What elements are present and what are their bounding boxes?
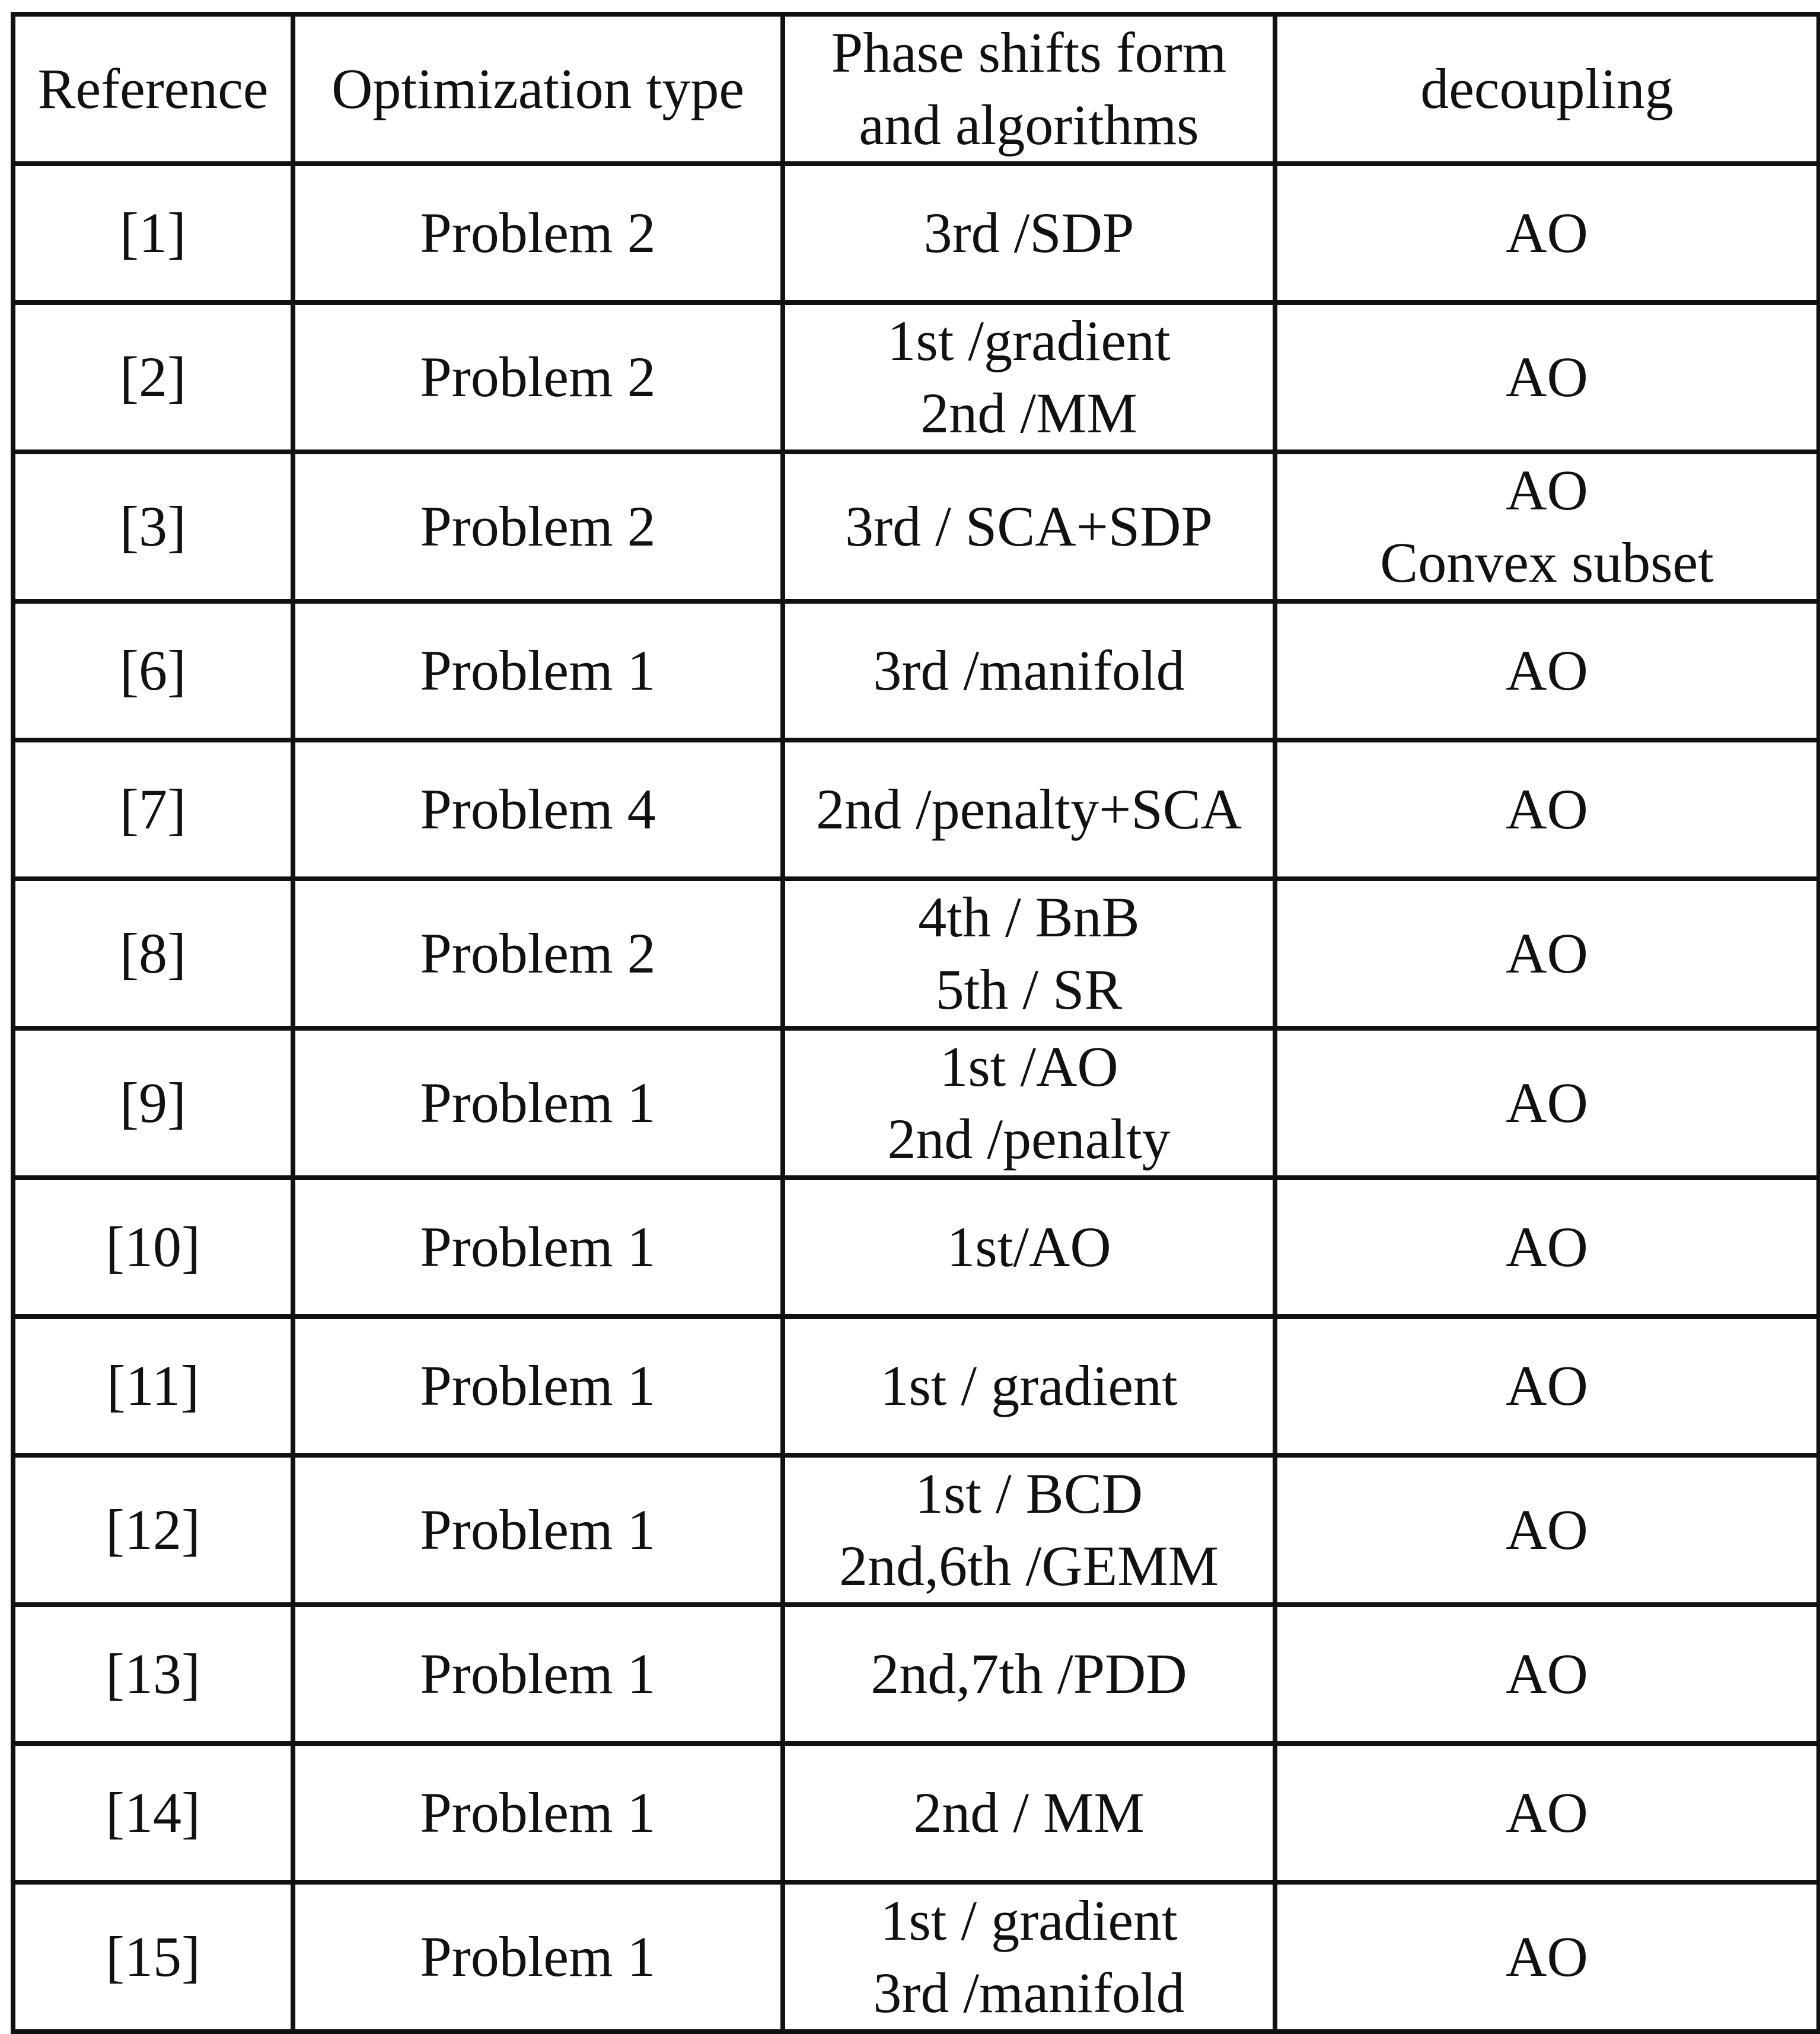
reference-text: [2] bbox=[120, 345, 186, 409]
decoupling-line: AO bbox=[1506, 1215, 1588, 1279]
decoupling-cell bbox=[1275, 740, 1819, 879]
decoupling-cell bbox=[1275, 601, 1819, 740]
algorithm-line: 2nd,6th /GEMM bbox=[839, 1534, 1219, 1598]
phase-shifts-algorithm-cell bbox=[783, 740, 1275, 879]
phase-shifts-algorithm-cell bbox=[783, 302, 1275, 452]
reference-text: [8] bbox=[120, 922, 186, 985]
reference-text: [10] bbox=[106, 1215, 200, 1279]
optimization-type-text: Problem 1 bbox=[420, 639, 656, 702]
reference-text: [6] bbox=[120, 639, 186, 702]
algorithm-line: 5th / SR bbox=[935, 958, 1123, 1021]
reference-cell bbox=[13, 1178, 293, 1316]
decoupling-line: AO bbox=[1506, 922, 1588, 985]
optimization-type-text: Problem 2 bbox=[420, 922, 656, 985]
algorithm-line: 3rd /manifold bbox=[873, 639, 1185, 702]
optimization-type-text: Problem 1 bbox=[420, 1498, 656, 1561]
algorithm-line: 2nd /MM bbox=[920, 381, 1137, 445]
reference-cell bbox=[13, 601, 293, 740]
header-cell-phase-shifts bbox=[783, 14, 1275, 164]
reference-text: [1] bbox=[120, 201, 186, 264]
reference-cell bbox=[13, 1605, 293, 1743]
optimization-type-text: Problem 2 bbox=[420, 345, 656, 409]
algorithm-line: 3rd /SDP bbox=[923, 201, 1134, 264]
decoupling-line: AO bbox=[1506, 1925, 1588, 1988]
algorithm-line: 3rd /manifold bbox=[873, 1961, 1185, 2025]
phase-shifts-algorithm-cell bbox=[783, 1316, 1275, 1455]
decoupling-cell bbox=[1275, 452, 1819, 601]
algorithm-line: 3rd / SCA+SDP bbox=[845, 495, 1213, 558]
decoupling-line: AO bbox=[1506, 458, 1588, 522]
reference-text: [15] bbox=[106, 1925, 200, 1988]
table-row bbox=[13, 452, 1819, 601]
algorithm-line: 2nd /penalty bbox=[887, 1107, 1171, 1171]
decoupling-line: AO bbox=[1506, 1781, 1588, 1844]
phase-shifts-algorithm-cell bbox=[783, 1028, 1275, 1178]
reference-cell bbox=[13, 452, 293, 601]
optimization-type-text: Problem 1 bbox=[420, 1071, 656, 1134]
phase-shifts-algorithm-cell bbox=[783, 164, 1275, 302]
table-row bbox=[13, 1455, 1819, 1605]
optimization-type-cell bbox=[293, 164, 783, 302]
decoupling-line: AO bbox=[1506, 1071, 1588, 1134]
decoupling-line: AO bbox=[1506, 639, 1588, 702]
reference-cell bbox=[13, 1316, 293, 1455]
optimization-type-text: Problem 1 bbox=[420, 1215, 656, 1279]
reference-text: [3] bbox=[120, 495, 186, 558]
phase-shifts-algorithm-cell bbox=[783, 1605, 1275, 1743]
decoupling-line: AO bbox=[1506, 777, 1588, 841]
reference-text: [12] bbox=[106, 1498, 200, 1561]
optimization-type-text: Problem 2 bbox=[420, 495, 656, 558]
phase-shifts-algorithm-cell bbox=[783, 1743, 1275, 1882]
algorithm-line: 4th / BnB bbox=[918, 885, 1140, 949]
algorithm-line: 2nd,7th /PDD bbox=[871, 1642, 1187, 1705]
table-row bbox=[13, 601, 1819, 740]
table-body bbox=[13, 164, 1819, 2032]
comparison-table bbox=[11, 12, 1820, 2034]
header-line: decoupling bbox=[1420, 57, 1674, 120]
decoupling-line: Convex subset bbox=[1380, 531, 1714, 594]
table-row bbox=[13, 1743, 1819, 1882]
decoupling-cell bbox=[1275, 302, 1819, 452]
optimization-type-text: Problem 2 bbox=[420, 201, 656, 264]
table-row bbox=[13, 1028, 1819, 1178]
header-line: Reference bbox=[37, 57, 269, 120]
reference-text: [11] bbox=[106, 1354, 200, 1417]
decoupling-cell bbox=[1275, 1316, 1819, 1455]
reference-cell bbox=[13, 1028, 293, 1178]
phase-shifts-algorithm-cell bbox=[783, 1178, 1275, 1316]
optimization-type-cell bbox=[293, 1455, 783, 1605]
table-row bbox=[13, 1882, 1819, 2032]
header-cell-reference bbox=[13, 14, 293, 164]
decoupling-cell bbox=[1275, 879, 1819, 1028]
reference-text: [9] bbox=[120, 1071, 186, 1134]
decoupling-cell bbox=[1275, 1028, 1819, 1178]
header-line: Optimization type bbox=[332, 57, 744, 120]
header-line: and algorithms bbox=[859, 93, 1199, 157]
optimization-type-cell bbox=[293, 1882, 783, 2032]
algorithm-line: 1st /AO bbox=[939, 1035, 1118, 1098]
algorithm-line: 1st / gradient bbox=[880, 1354, 1178, 1417]
optimization-type-text: Problem 1 bbox=[420, 1781, 656, 1844]
decoupling-line: AO bbox=[1506, 1642, 1588, 1705]
phase-shifts-algorithm-cell bbox=[783, 879, 1275, 1028]
decoupling-line: AO bbox=[1506, 1498, 1588, 1561]
optimization-type-cell bbox=[293, 1743, 783, 1882]
table-row bbox=[13, 1316, 1819, 1455]
reference-text: [13] bbox=[106, 1642, 200, 1705]
reference-cell bbox=[13, 1882, 293, 2032]
header-cell-optimization-type bbox=[293, 14, 783, 164]
algorithm-line: 2nd /penalty+SCA bbox=[815, 777, 1242, 841]
optimization-type-text: Problem 1 bbox=[420, 1925, 656, 1988]
table-row bbox=[13, 164, 1819, 302]
reference-text: [14] bbox=[106, 1781, 200, 1844]
optimization-type-cell bbox=[293, 1316, 783, 1455]
table-header-row bbox=[13, 14, 1819, 164]
optimization-type-text: Problem 1 bbox=[420, 1642, 656, 1705]
optimization-type-cell bbox=[293, 452, 783, 601]
table-row bbox=[13, 302, 1819, 452]
phase-shifts-algorithm-cell bbox=[783, 1882, 1275, 2032]
algorithm-line: 1st/AO bbox=[946, 1215, 1111, 1279]
decoupling-cell bbox=[1275, 1882, 1819, 2032]
table-row bbox=[13, 1605, 1819, 1743]
decoupling-cell bbox=[1275, 1455, 1819, 1605]
optimization-type-cell bbox=[293, 302, 783, 452]
algorithm-line: 1st / gradient bbox=[880, 1889, 1178, 1952]
decoupling-cell bbox=[1275, 1178, 1819, 1316]
phase-shifts-algorithm-cell bbox=[783, 601, 1275, 740]
optimization-type-cell bbox=[293, 740, 783, 879]
phase-shifts-algorithm-cell bbox=[783, 452, 1275, 601]
table-row bbox=[13, 740, 1819, 879]
algorithm-line: 1st /gradient bbox=[887, 309, 1171, 372]
decoupling-cell bbox=[1275, 1605, 1819, 1743]
table-row bbox=[13, 879, 1819, 1028]
optimization-type-cell bbox=[293, 1605, 783, 1743]
optimization-type-cell bbox=[293, 879, 783, 1028]
decoupling-cell bbox=[1275, 164, 1819, 302]
header-line: Phase shifts form bbox=[831, 21, 1227, 84]
header-cell-decoupling bbox=[1275, 14, 1819, 164]
reference-cell bbox=[13, 879, 293, 1028]
decoupling-line: AO bbox=[1506, 345, 1588, 409]
table-row bbox=[13, 1178, 1819, 1316]
reference-cell bbox=[13, 740, 293, 879]
reference-cell bbox=[13, 1743, 293, 1882]
phase-shifts-algorithm-cell bbox=[783, 1455, 1275, 1605]
decoupling-line: AO bbox=[1506, 1354, 1588, 1417]
reference-text: [7] bbox=[120, 777, 186, 841]
optimization-type-cell bbox=[293, 601, 783, 740]
optimization-type-cell bbox=[293, 1028, 783, 1178]
reference-cell bbox=[13, 1455, 293, 1605]
reference-cell bbox=[13, 164, 293, 302]
optimization-type-text: Problem 4 bbox=[420, 777, 656, 841]
algorithm-line: 1st / BCD bbox=[914, 1462, 1143, 1525]
algorithm-line: 2nd / MM bbox=[913, 1781, 1145, 1844]
reference-cell bbox=[13, 302, 293, 452]
optimization-type-cell bbox=[293, 1178, 783, 1316]
optimization-type-text: Problem 1 bbox=[420, 1354, 656, 1417]
decoupling-cell bbox=[1275, 1743, 1819, 1882]
decoupling-line: AO bbox=[1506, 201, 1588, 264]
